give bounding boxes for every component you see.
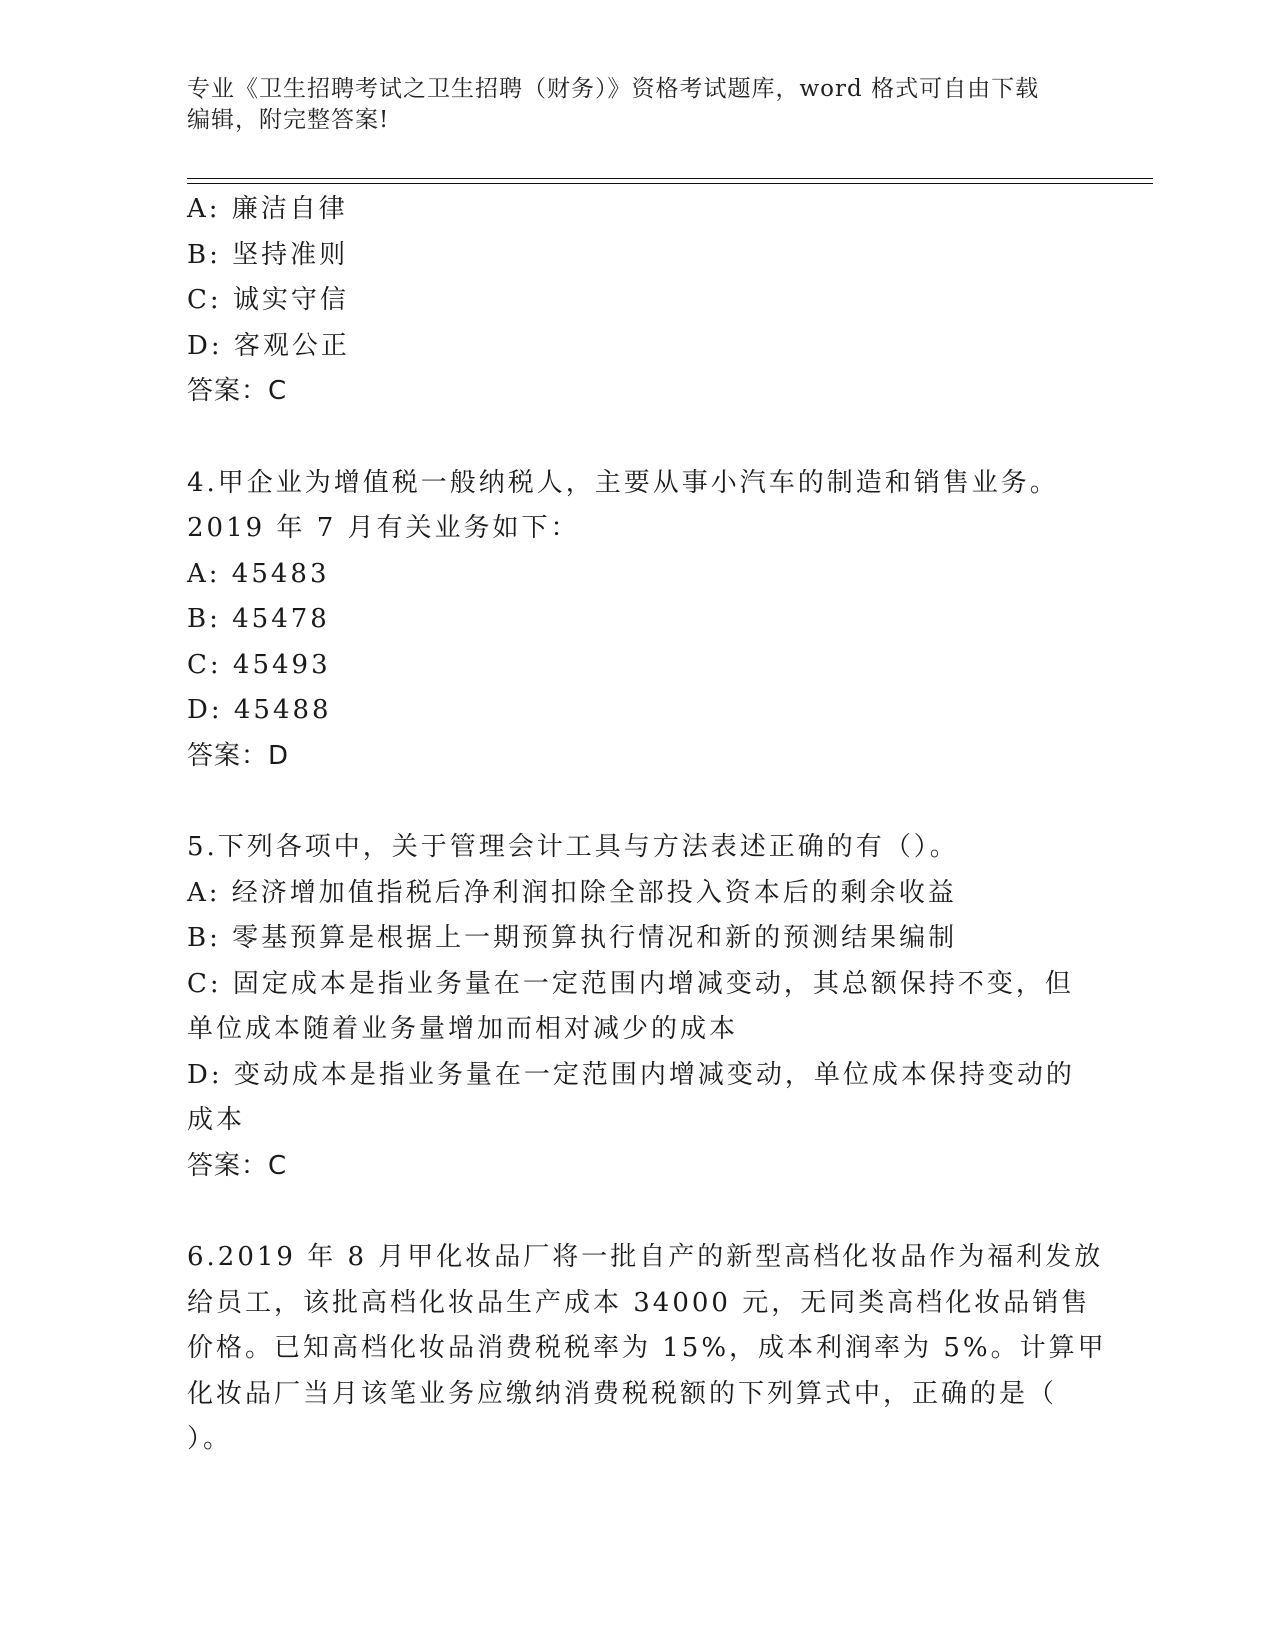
header-line: 编辑，附完整答案! <box>187 107 390 133</box>
option-a: A: 廉洁自律 <box>187 194 348 224</box>
answer: 答案：D <box>187 740 290 771</box>
option-b: B: 坚持准则 <box>187 239 349 270</box>
option-d: D: 客观公正 <box>187 330 350 361</box>
question-list <box>187 187 1107 1463</box>
answer: 答案：C <box>187 1150 288 1181</box>
question-3 <box>187 187 1087 415</box>
question-stem: ）。 <box>187 1424 233 1454</box>
option-c: C: 45493 <box>187 649 331 680</box>
option-c: C: 固定成本是指业务量在一定范围内增减变动，其总额保持不变，但 <box>187 968 1074 999</box>
header-line: 专业《卫生招聘考试之卫生招聘（财务）》资格考试题库，word 格式可自由下载 <box>187 76 1040 102</box>
option-c: C: 诚实守信 <box>187 285 349 315</box>
option-d: D: 变动成本是指业务量在一定范围内增减变动，单位成本保持变动的 <box>187 1059 1075 1090</box>
option-b: B: 零基预算是根据上一期预算执行情况和新的预测结果编制 <box>187 923 958 953</box>
question-stem: 6.2019 年 8 月甲化妆品厂将一批自产的新型高档化妆品作为福利发放 <box>187 1242 1104 1272</box>
option-c-continued: 单位成本随着业务量增加而相对减少的成本 <box>187 1014 739 1044</box>
header-divider <box>187 183 1153 184</box>
header-divider <box>187 178 1153 179</box>
question-stem: 化妆品厂当月该笔业务应缴纳消费税税额的下列算式中，正确的是（ <box>187 1378 1058 1409</box>
option-d-continued: 成本 <box>187 1105 246 1135</box>
document-header <box>187 74 1067 136</box>
question-5 <box>187 825 1087 1189</box>
spacer <box>187 1189 1087 1235</box>
answer: 答案：C <box>187 376 288 406</box>
option-d: D: 45488 <box>187 695 332 725</box>
question-stem: 给员工，该批高档化妆品生产成本 34000 元，无同类高档化妆品销售 <box>187 1287 1091 1318</box>
option-a: A: 经济增加值指税后净利润扣除全部投入资本后的剩余收益 <box>187 877 957 908</box>
question-6 <box>187 1235 1107 1463</box>
question-4 <box>187 461 1087 780</box>
question-stem: 4.甲企业为增值税一般纳税人，主要从事小汽车的制造和销售业务。 <box>187 467 1059 498</box>
option-b: B: 45478 <box>187 604 330 634</box>
option-a: A: 45483 <box>187 558 330 589</box>
question-stem: 价格。已知高档化妆品消费税税率为 15%，成本利润率为 5%。计算甲 <box>187 1333 1107 1363</box>
spacer <box>187 415 1087 461</box>
question-stem: 2019 年 7 月有关业务如下： <box>187 513 580 543</box>
question-stem: 5.下列各项中，关于管理会计工具与方法表述正确的有（）。 <box>187 832 959 862</box>
spacer <box>187 779 1087 825</box>
